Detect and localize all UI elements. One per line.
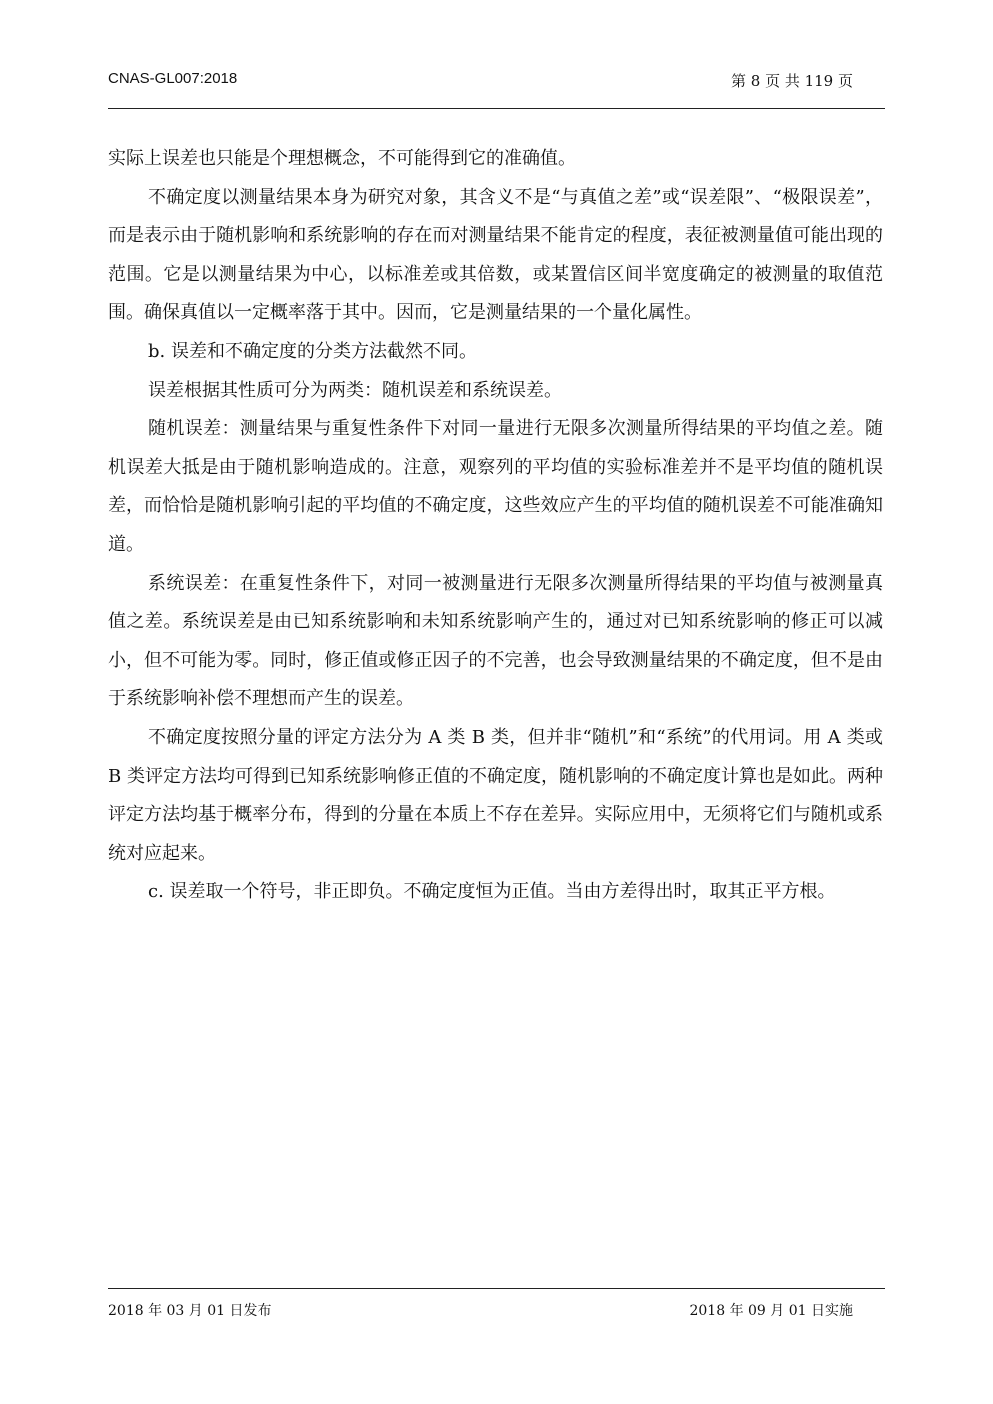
page-header bbox=[108, 70, 885, 100]
paragraph-systematic-error: 系统误差：在重复性条件下，对同一被测量进行无限多次测量所得结果的平均值与被测量真值之差。系统误差是由已知系统影响和未知系统影响产生的，通过对已知系统影响的修正可以减小，但不可能为零。同时，修正值或修正因子的不完善，也会导致测量结果的不确定度，但不是由于系统影响补偿不理想而产生的误差。 bbox=[108, 572, 883, 710]
document-id: CNAS-GL007:2018 bbox=[108, 70, 238, 87]
effective-date: 2018 年 09 月 01 日实施 bbox=[689, 1303, 853, 1319]
paragraph-item-b: b. 误差和不确定度的分类方法截然不同。 bbox=[148, 340, 477, 362]
paragraph-type-a-b: 不确定度按照分量的评定方法分为 A 类 B 类，但并非“随机”和“系统”的代用词。用 A 类或 B 类评定方法均可得到已知系统影响修正值的不确定度，随机影响的不确定度计算也是如此。两种评定方法均基于概率分布，得到的分量在本质上不存在差异。实际应用中，无须将它们与随机或系统对应起来。 bbox=[108, 726, 883, 864]
paragraph-error-types: 误差根据其性质可分为两类：随机误差和系统误差。 bbox=[148, 379, 562, 401]
paragraph-uncertainty-definition: 不确定度以测量结果本身为研究对象，其含义不是“与真值之差”或“误差限”、“极限误差”，而是表示由于随机影响和系统影响的存在而对测量结果不能肯定的程度，表征被测量值可能出现的范围。它是以测量结果为中心，以标准差或其倍数，或某置信区间半宽度确定的被测量的取值范围。确保真值以一定概率落于其中。因而，它是测量结果的一个量化属性。 bbox=[108, 186, 883, 324]
header-divider bbox=[108, 108, 885, 109]
issue-date: 2018 年 03 月 01 日发布 bbox=[108, 1303, 272, 1319]
paragraph-item-c: c. 误差取一个符号，非正即负。不确定度恒为正值。当由方差得出时，取其正平方根。 bbox=[148, 881, 836, 903]
footer-divider bbox=[108, 1288, 885, 1289]
page-footer bbox=[108, 1300, 885, 1324]
paragraph-random-error: 随机误差：测量结果与重复性条件下对同一量进行无限多次测量所得结果的平均值之差。随机误差大抵是由于随机影响造成的。注意，观察列的平均值的实验标准差并不是平均值的随机误差，而恰恰是随机影响引起的平均值的不确定度，这些效应产生的平均值的随机误差不可能准确知道。 bbox=[108, 418, 883, 555]
paragraph-continuation: 实际上误差也只能是个理想概念，不可能得到它的准确值。 bbox=[108, 148, 576, 169]
page-number: 第 8 页 共 119 页 bbox=[730, 72, 853, 90]
document-body bbox=[108, 140, 883, 912]
